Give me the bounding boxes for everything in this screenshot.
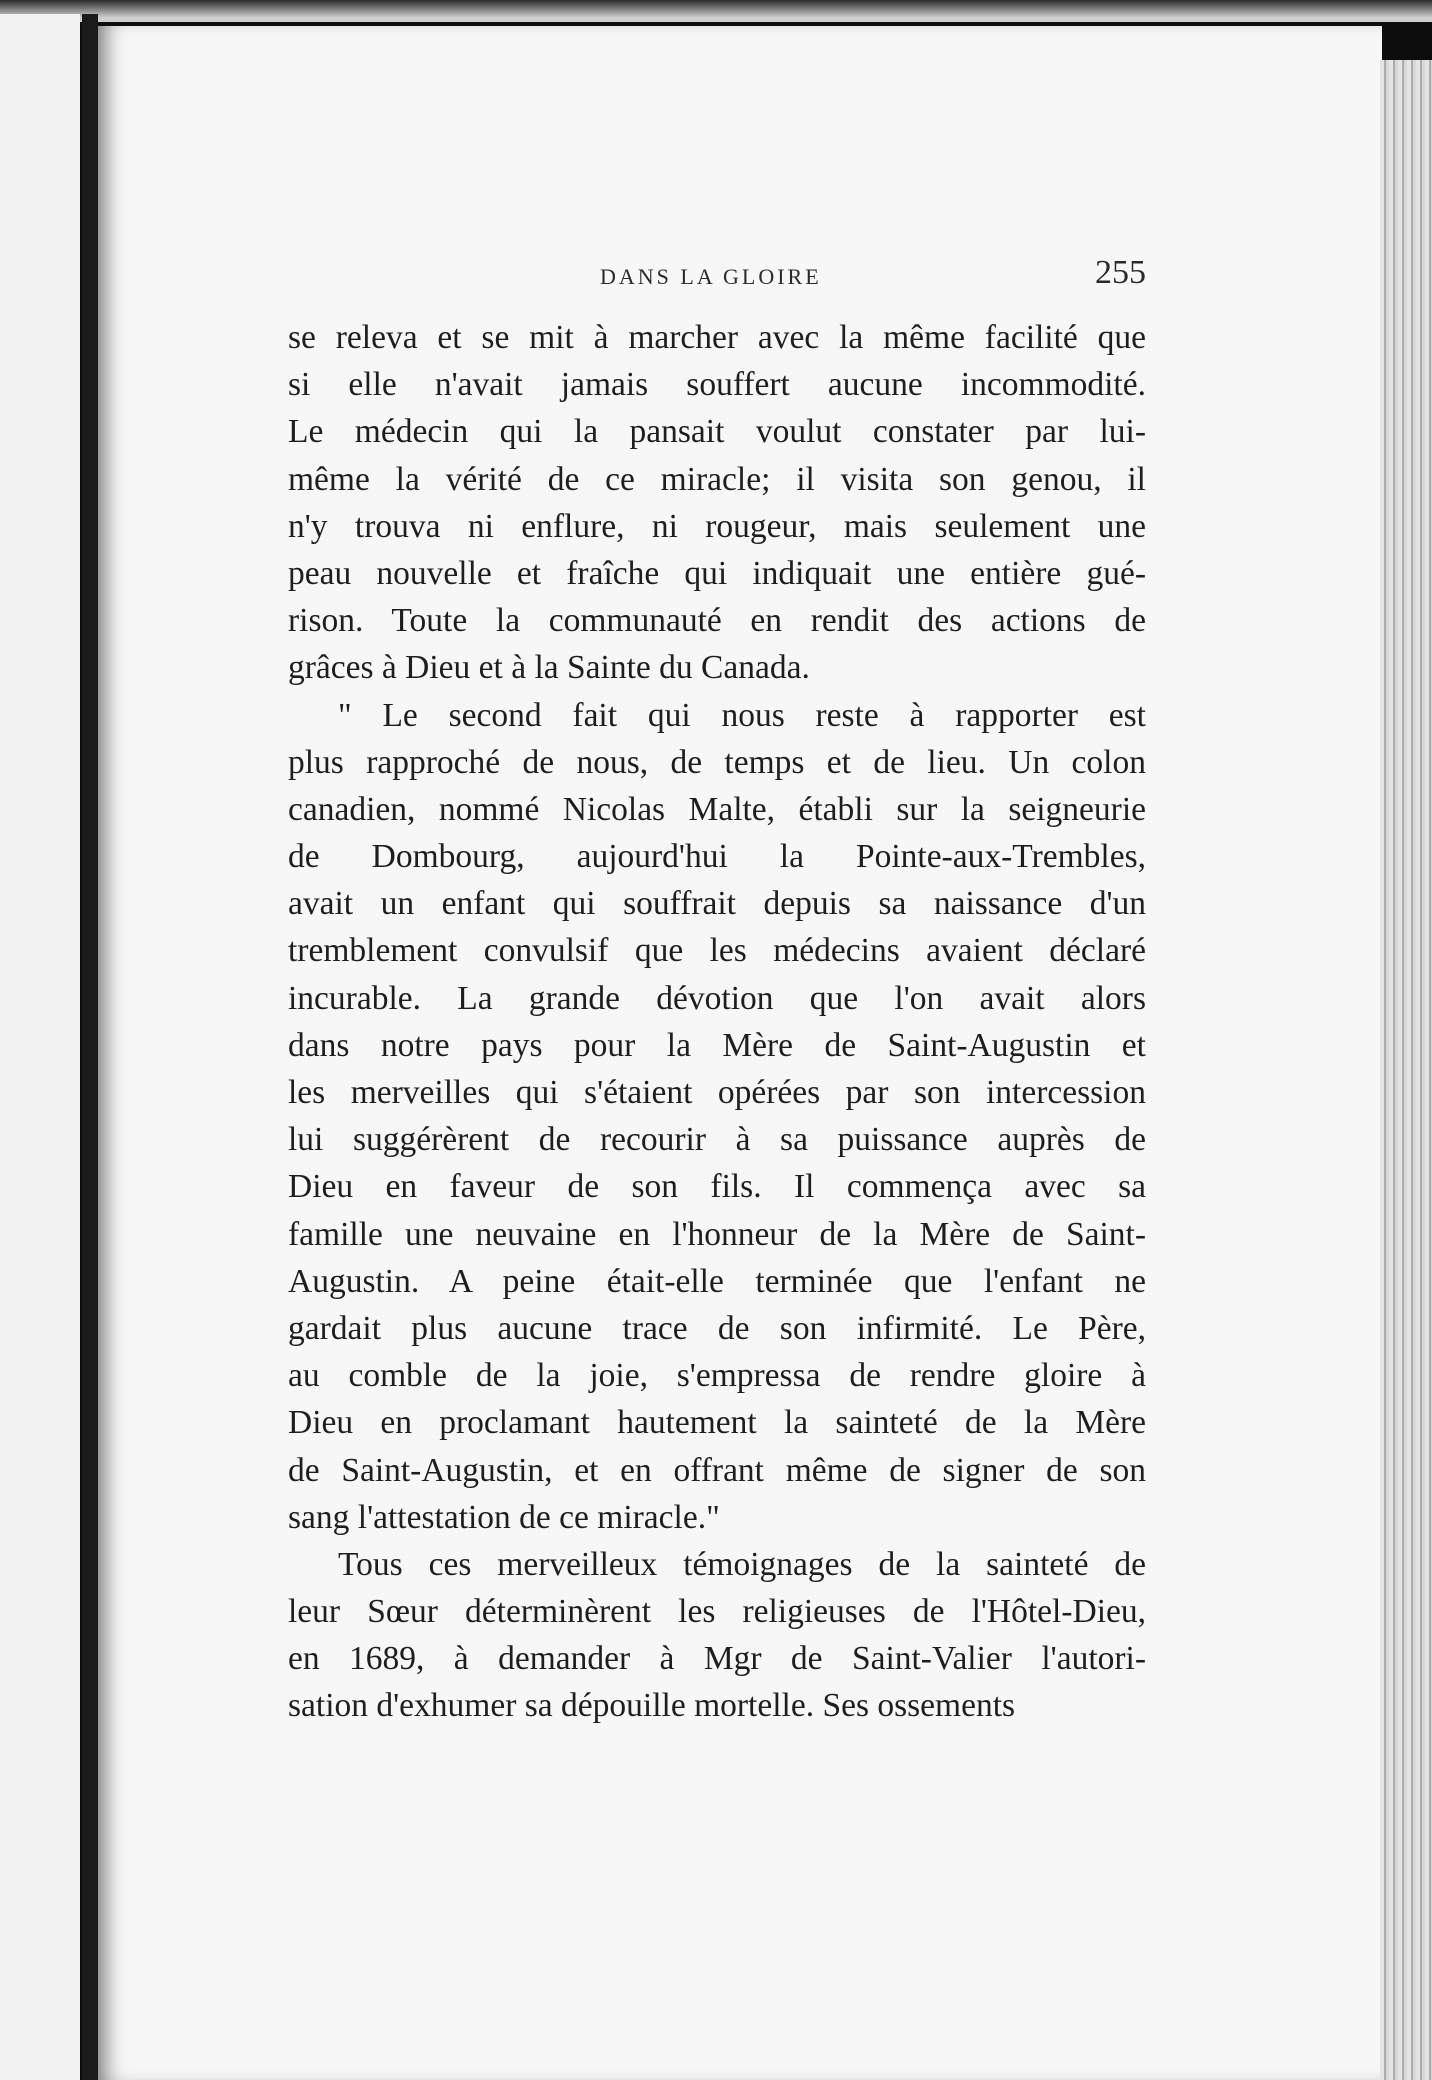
text-line: de Saint-Augustin, et en offrant même de signer de son [288,1451,1146,1489]
text-line: plus rapproché de nous, de temps et de lieu. Un colon [288,743,1146,781]
text-line: incurable. La grande dévotion que l'on avait alors [288,979,1146,1017]
text-line: famille une neuvaine en l'honneur de la Mère de Saint- [288,1215,1146,1253]
body-text [288,314,1146,1730]
text-line: les merveilles qui s'étaient opérées par son intercession [288,1074,1146,1111]
book-gutter [82,14,98,2080]
running-head-title: DANS LA GLOIRE [600,264,822,289]
text-line: gardait plus aucune trace de son infirmité. Le Père, [288,1309,1146,1347]
page-content [288,254,1146,1730]
text-line: rison. Toute la communauté en rendit des actions de [288,602,1146,640]
text-line: canadien, nommé Nicolas Malte, établi sur la seigneurie [288,790,1146,828]
text-line: n'y trouva ni enflure, ni rougeur, mais seulement une [288,507,1146,545]
text-line: de Dombourg, aujourd'hui la Pointe-aux-Trembles, [288,838,1146,876]
text-line: tremblement convulsif que les médecins avaient déclaré [288,932,1146,970]
text-line: sation d'exhumer sa dépouille mortelle. Ses ossements [288,1687,1016,1725]
text-line: avait un enfant qui souffrait depuis sa naissance d'un [288,885,1146,923]
text-line: Le médecin qui la pansait voulut constater par lui- [288,413,1146,451]
text-line: même la vérité de ce miracle; il visita son genou, il [288,460,1146,498]
text-line: au comble de la joie, s'empressa de rendre gloire à [288,1357,1146,1395]
text-line: dans notre pays pour la Mère de Saint-Augustin et [288,1026,1146,1064]
text-line: Augustin. A peine était-elle terminée que l'enfant ne [288,1262,1146,1300]
text-line: Dieu en faveur de son fils. Il commença avec sa [288,1168,1146,1206]
running-head [288,254,1146,314]
text-line: Dieu en proclamant hautement la sainteté de la Mère [288,1404,1146,1442]
text-line: " Le second fait qui nous reste à rapporter est [338,696,1146,734]
text-line: peau nouvelle et fraîche qui indiquait une entière gué- [288,554,1146,592]
text-line: en 1689, à demander à Mgr de Saint-Valier l'autori- [288,1640,1146,1678]
paragraph [288,1541,1146,1730]
text-line: sang l'attestation de ce miracle." [288,1498,720,1536]
text-line: leur Sœur déterminèrent les religieuses de l'Hôtel-Dieu, [288,1593,1146,1631]
text-line: lui suggérèrent de recourir à sa puissance auprès de [288,1121,1146,1159]
film-edge [0,0,1432,22]
page-edges [1380,60,1432,2080]
text-line: si elle n'avait jamais souffert aucune incommodité. [288,366,1146,404]
page-number: 255 [1095,254,1146,291]
adjacent-page-margin [0,14,80,2080]
text-line: se releva et se mit à marcher avec la même facilité que [288,319,1146,356]
paragraph [288,692,1146,1541]
text-line: Tous ces merveilleux témoignages de la sainteté de [338,1545,1146,1583]
paragraph [288,314,1146,692]
text-line: grâces à Dieu et à la Sainte du Canada. [288,649,810,687]
